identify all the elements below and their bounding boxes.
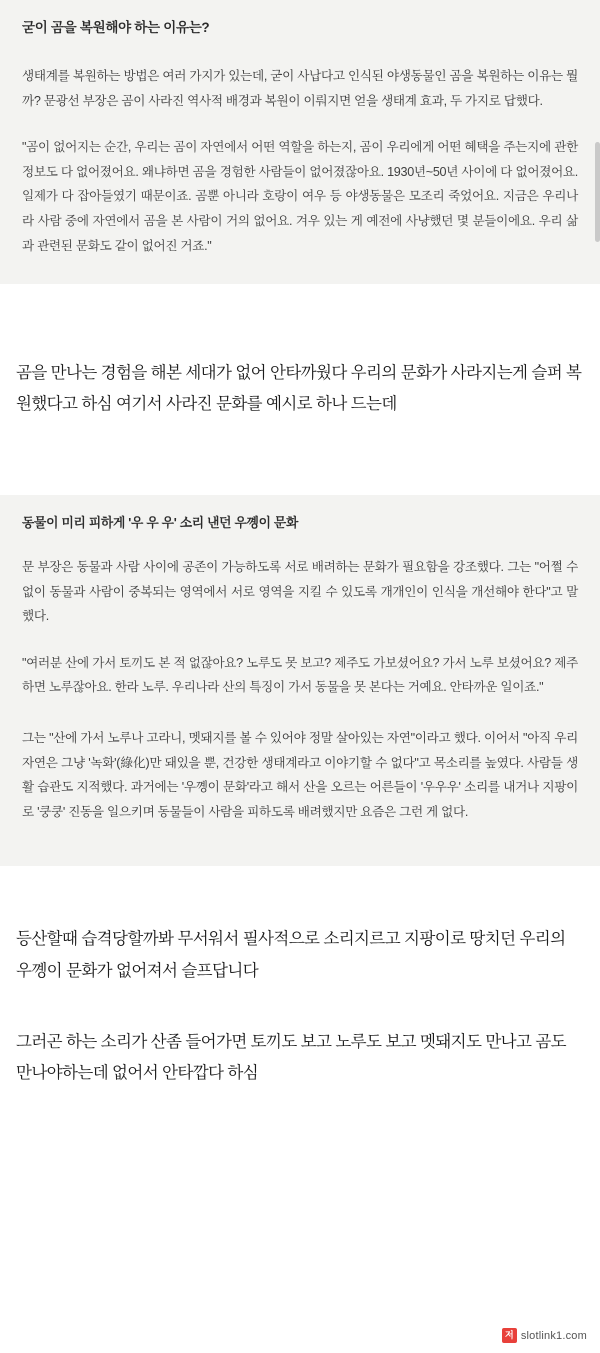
spacer	[0, 987, 600, 1027]
spacer	[0, 866, 600, 924]
page-title: 굳이 곰을 복원해야 하는 이유는?	[22, 20, 210, 35]
scrollbar-thumb[interactable]	[595, 142, 600, 242]
article-paragraph: 생태계를 복원하는 방법은 여러 가지가 있는데, 굳이 사납다고 인식된 야생동물인 곰을 복원하는 이유는 뭘까? 문광선 부장은 곰이 사라진 역사적 배경과 복원이 이뤄지면 얻을 생태계 효과, 두 가지로 답했다.	[22, 69, 578, 108]
article-quote: "곰이 없어지는 순간, 우리는 곰이 자연에서 어떤 역할을 하는지, 곰이 우리에게 어떤 혜택을 주는지에 관한 정보도 다 없어졌어요. 왜냐하면 곰을 경험한 사람들이 없어졌잖아요. 1930년~50년 사이에 다 없어졌어요. 일제가 다 잡아들였기 때문이죠. 곰뿐 아니라 호랑이 여우 등 야생동물은 모조리 죽었어요. 지금은 우리나라 사람 중에 자연에서 곰을 본 사람이 거의 없어요. 겨우 있는 게 예전에 사냥했던 몇 분들이에요. 우리 삶과 관련된 문화도 같이 없어진 거죠."	[22, 140, 578, 253]
article-paragraph: 그는 "산에 가서 노루나 고라니, 멧돼지를 볼 수 있어야 정말 살아있는 자연"이라고 했다. 이어서 "아직 우리 자연은 그냥 '녹화'(綠化)만 돼있을 뿐, 건강한 생태계라고 이야기할 수 없다"고 목소리를 높였다. 사람들 생활 습관도 지적했다. 과거에는 '우꼥이 문화'라고 해서 산을 오르는 어른들이 '우우우' 소리를 내거나 지팡이로 '쿵쿵' 진동을 일으키며 동물들이 사람을 피하도록 배려했지만 요즘은 그런 게 없다.	[22, 730, 578, 819]
spacer	[0, 421, 600, 495]
commentary-block-1: 곰을 만나는 경험을 해본 세대가 없어 안타까웠다 우리의 문화가 사라지는게 슬퍼 복원했다고 하심 여기서 사라진 문화를 예시로 하나 드는데	[16, 364, 582, 414]
spacer	[0, 1090, 600, 1116]
watermark	[497, 1326, 592, 1345]
spacer	[22, 700, 578, 726]
section-title: 동물이 미리 피하게 '우 우 우' 소리 낸던 우꼥이 문화	[22, 514, 299, 530]
spacer	[0, 284, 600, 358]
article-card-primary	[0, 0, 600, 284]
watermark-badge-icon: 저	[502, 1328, 517, 1343]
article-quote: "여러분 산에 가서 토끼도 본 적 없잖아요? 노루도 못 보고? 제주도 가보셨어요? 가서 노루 보셨어요? 제주 하면 노루잖아요. 한라 노루. 우리나라 산의 특징이 가서 동물을 못 본다는 거예요. 안타까운 일이죠."	[22, 655, 578, 695]
commentary-block-3: 그러곤 하는 소리가 산좀 들어가면 토끼도 보고 노루도 보고 멧돼지도 만나고 곰도 만나야하는데 없어서 안타깝다 하심	[16, 1032, 567, 1083]
commentary-block-2: 등산할때 습격당할까봐 무서워서 필사적으로 소리지르고 지팡이로 땅치던 우리의 우꼥이 문화가 없어져서 슬프답니다	[16, 930, 566, 980]
article-card-secondary	[0, 495, 600, 866]
watermark-label: slotlink1.com	[520, 1329, 587, 1342]
article-paragraph: 문 부장은 동물과 사람 사이에 공존이 가능하도록 서로 배려하는 문화가 필요함을 강조했다. 그는 "어쩔 수없이 동물과 사람이 중복되는 영역에서 서로 영역을 지킬 수 있도록 개개인이 인식을 개선해야 한다"고 말했다.	[22, 560, 578, 624]
